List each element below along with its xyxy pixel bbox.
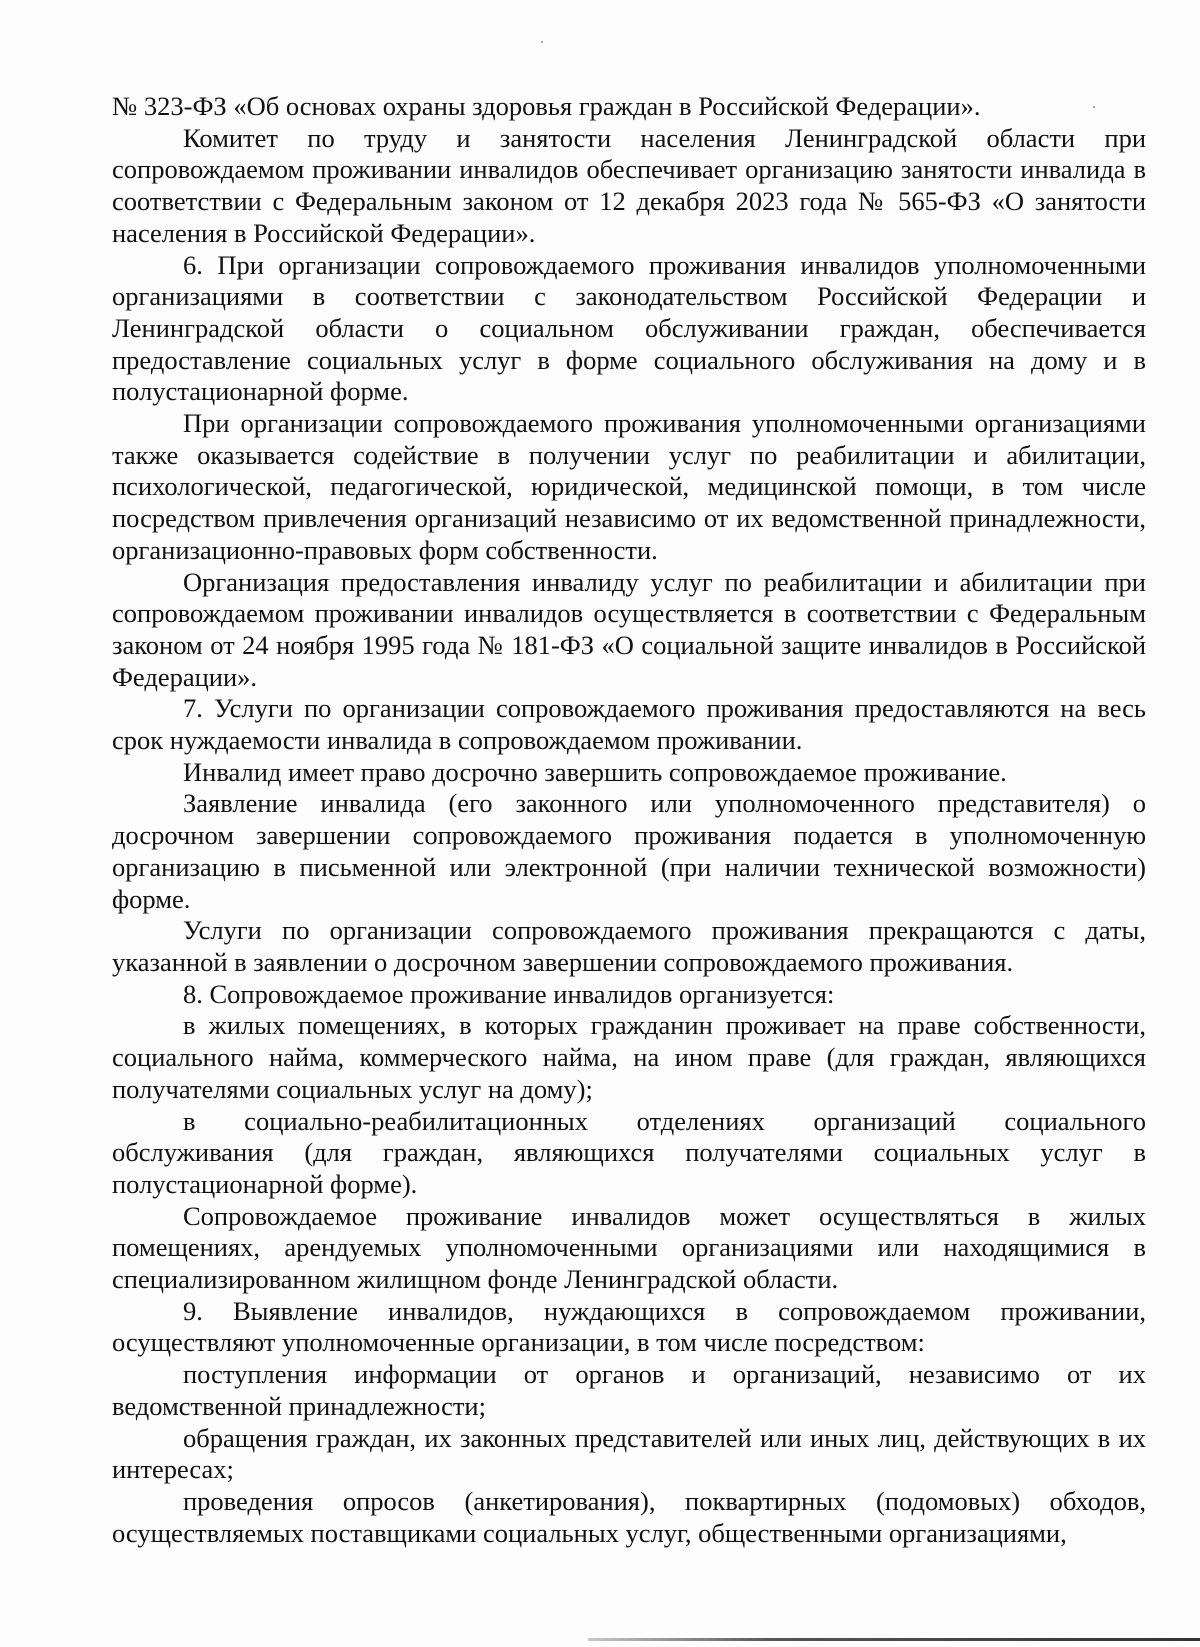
- paragraph-12: в социально-реабилитационных отделениях организаций социального обслуживания (для граждан, являющихся получателями социальных услуг в полустационарной форме).: [112, 1105, 1146, 1199]
- paragraph-8: Заявление инвалида (его законного или уполномоченного представителя) о досрочном завершении сопровождаемого проживания подается в уполномоченную организацию в письменной или электронной (при наличии технической возможности) форме.: [112, 788, 1146, 914]
- scan-speck-right: [1093, 106, 1095, 108]
- paragraph-16: обращения граждан, их законных представителей или иных лиц, действующих в их интересах;: [112, 1422, 1146, 1485]
- paragraph-10: 8. Сопровождаемое проживание инвалидов организуется:: [183, 978, 835, 1009]
- paragraph-3: 6. При организации сопровождаемого проживания инвалидов уполномоченными организациями в соответствии с законодательством Российской Федерации и Ленинградской области о социальном обслуживании граждан, обеспечивается предоставление социальных услуг в форме социального обслуживания на дому и в полустационарной форме.: [112, 249, 1146, 407]
- paragraph-4: При организации сопровождаемого проживания уполномоченными организациями также оказывается содействие в получении услуг по реабилитации и абилитации, психологической, педагогической, юридической, медицинской помощи, в том числе посредством привлечения организаций независимо от их ведомственной принадлежности, организационно-правовых форм собственности.: [112, 408, 1146, 565]
- scan-speck-top: [541, 41, 543, 43]
- paragraph-15: поступления информации от органов и организаций, независимо от их ведомственной принадлежности;: [112, 1359, 1146, 1421]
- paragraph-14: 9. Выявление инвалидов, нуждающихся в сопровождаемом проживании, осуществляют уполномоченные организации, в том числе посредством:: [112, 1295, 1146, 1358]
- paragraph-11: в жилых помещениях, в которых гражданин проживает на праве собственности, социального найма, коммерческого найма, на ином праве (для граждан, являющихся получателями социальных услуг на дому);: [112, 1010, 1146, 1104]
- paragraph-17: проведения опросов (анкетирования), поквартирных (подомовых) обходов, осуществляемых поставщиками социальных услуг, общественными организациями,: [112, 1485, 1146, 1548]
- paragraph-1: № 323-ФЗ «Об основах охраны здоровья граждан в Российской Федерации».: [112, 91, 981, 121]
- paragraph-2: Комитет по труду и занятости населения Ленинградской области при сопровождаемом проживании инвалидов обеспечивает организацию занятости инвалида в соответствии с Федеральным законом от 12 декабря 2023 года № 565-ФЗ «О занятости населения в Российской Федерации».: [112, 122, 1146, 248]
- paragraph-5: Организация предоставления инвалиду услуг по реабилитации и абилитации при сопровождаемом проживании инвалидов осуществляется в соответствии с Федеральным законом от 24 ноября 1995 года № 181-ФЗ «О социальной защите инвалидов в Российской Федерации».: [112, 566, 1146, 692]
- paragraph-13: Сопровождаемое проживание инвалидов может осуществляться в жилых помещениях, арендуемых уполномоченными организациями или находящимися в специализированном жилищном фонде Ленинградской области.: [112, 1200, 1146, 1295]
- paragraph-7: Инвалид имеет право досрочно завершить сопровождаемое проживание.: [183, 756, 1007, 787]
- document-body: [112, 91, 1146, 1549]
- paragraph-9: Услуги по организации сопровождаемого проживания прекращаются с даты, указанной в заявлении о досрочном завершении сопровождаемого проживания.: [112, 915, 1146, 977]
- paragraph-6: 7. Услуги по организации сопровождаемого проживания предоставляются на весь срок нуждаемости инвалида в сопровождаемом проживании.: [112, 693, 1146, 756]
- scan-edge-line: [588, 1638, 1200, 1641]
